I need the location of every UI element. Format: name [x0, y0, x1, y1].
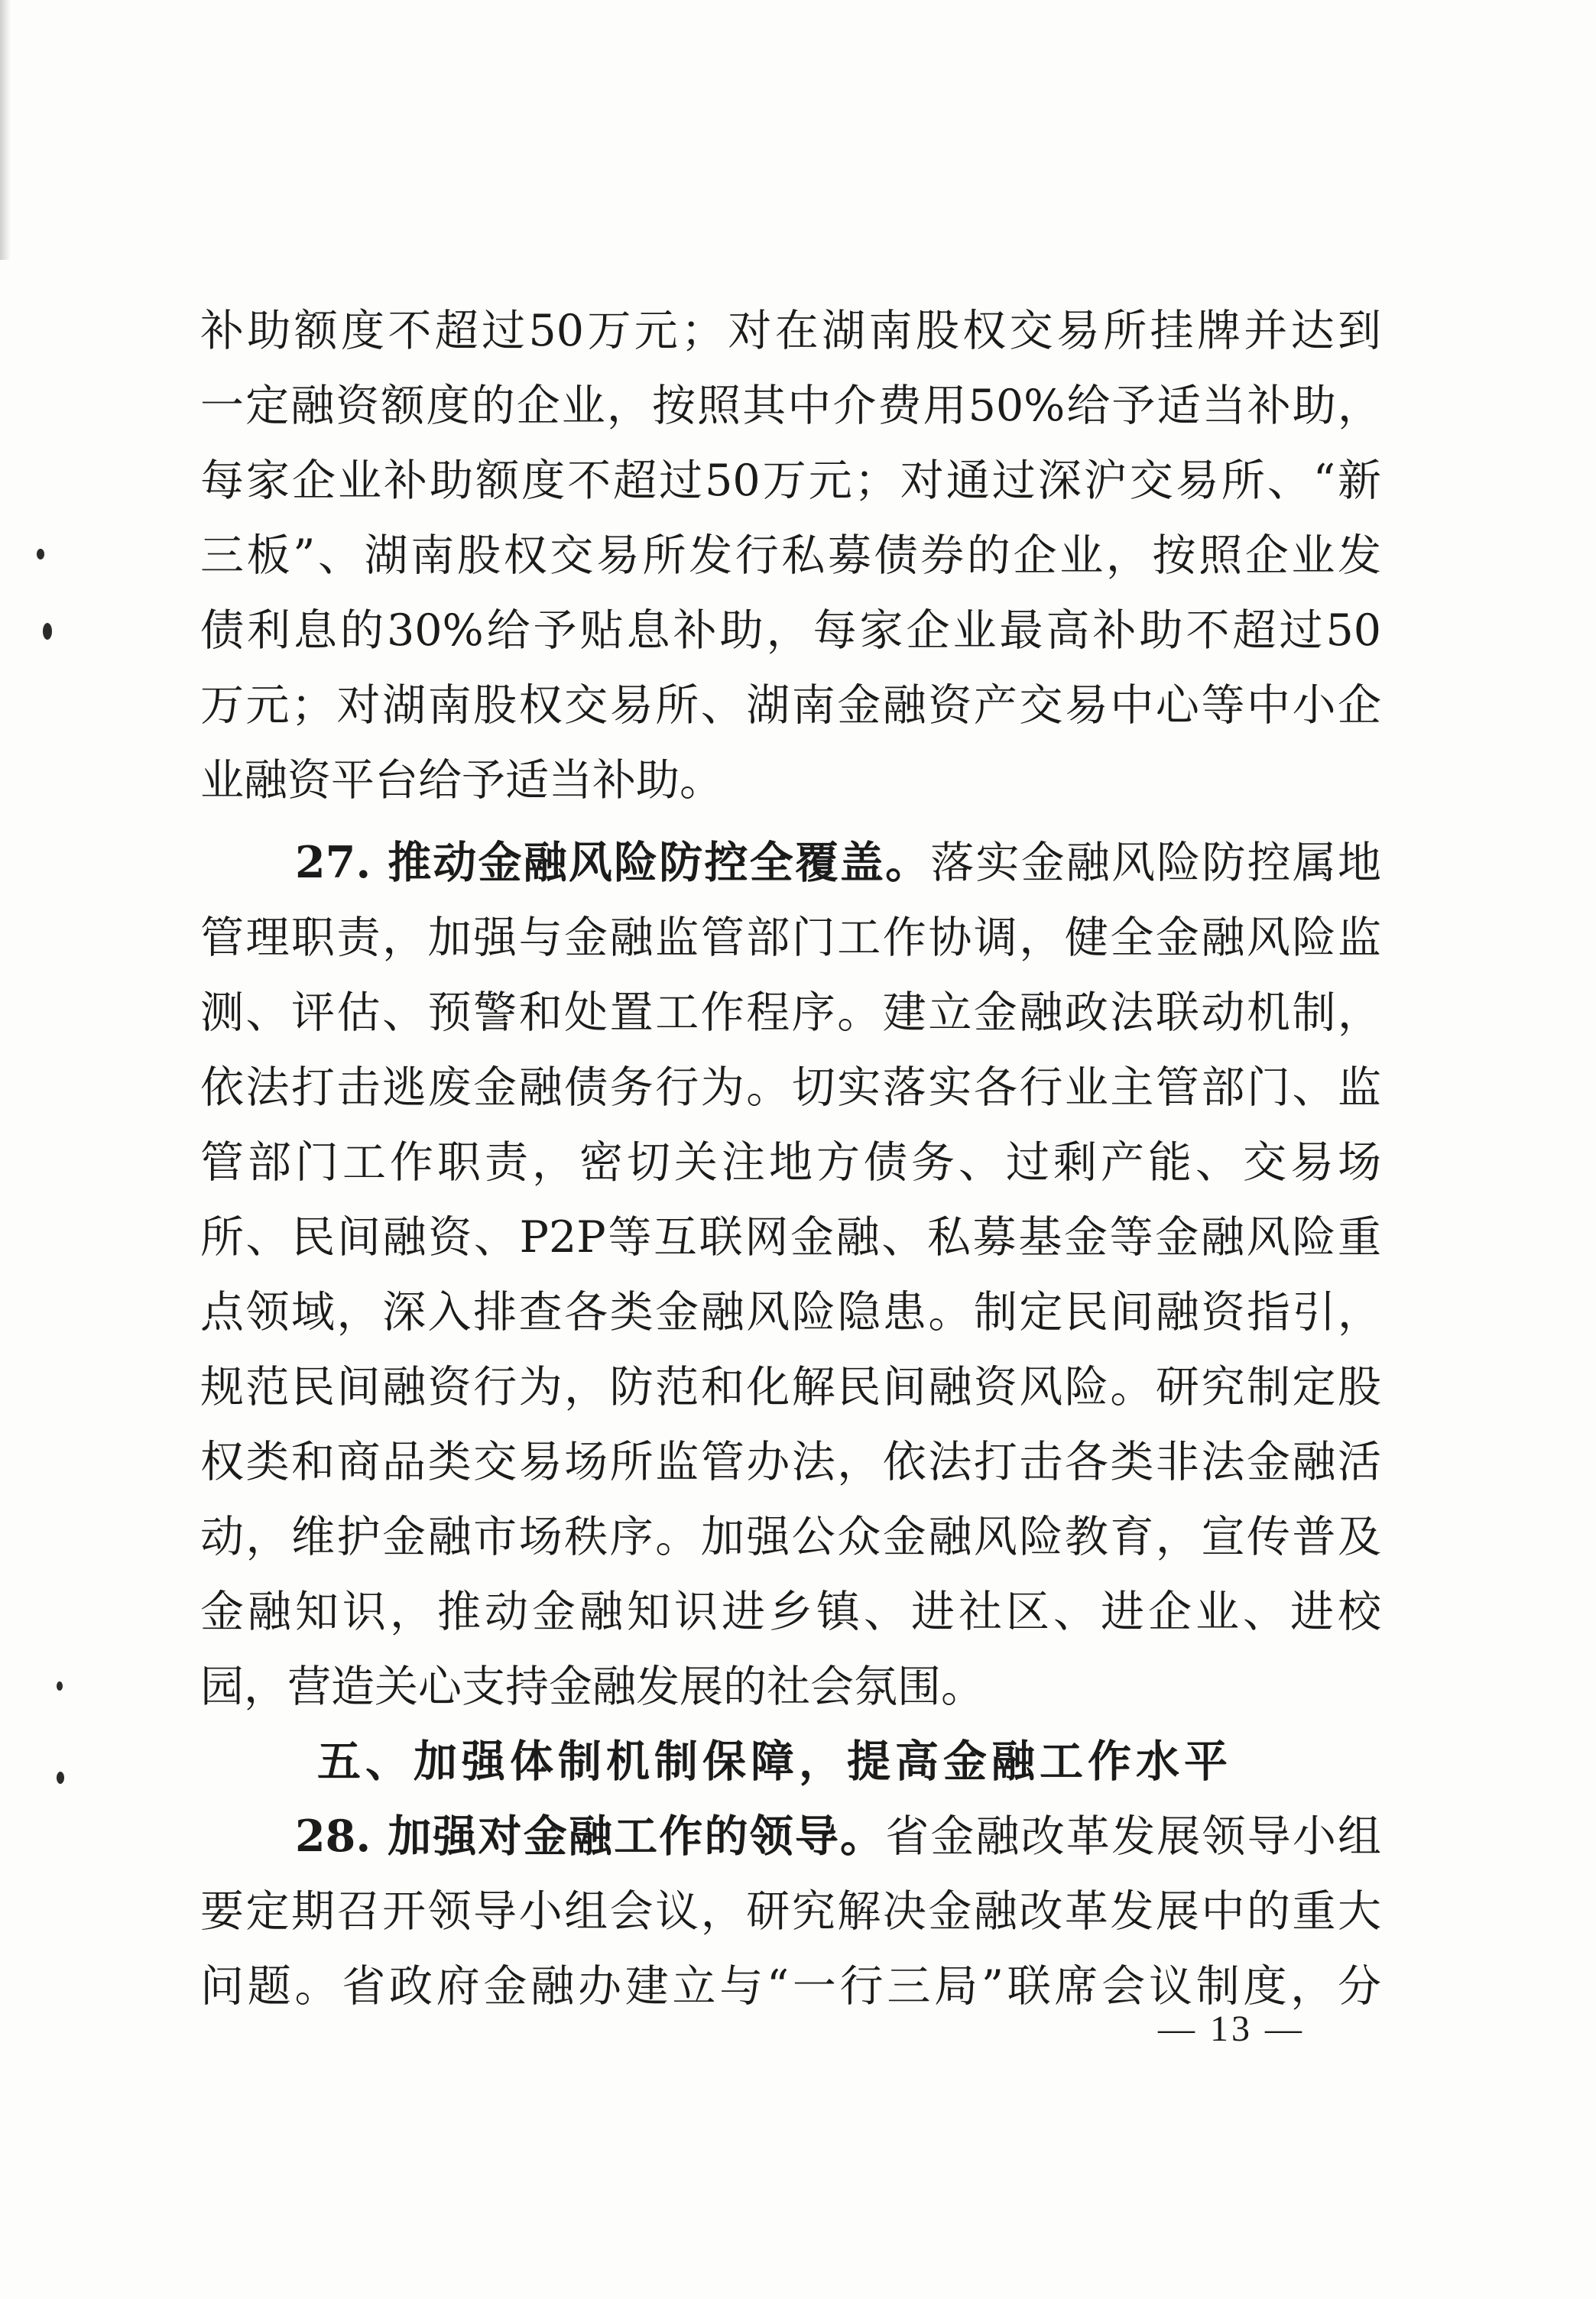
paragraph-line: 补助额度不超过50万元；对在湖南股权交易所挂牌并达到 [200, 306, 1381, 356]
paragraph-line: 依法打击逃废金融债务行为。切实落实各行业主管部门、监 [200, 1062, 1381, 1113]
paragraph-line: 万元；对湖南股权交易所、湖南金融资产交易中心等中小企 [200, 680, 1381, 731]
section-28-first-line [295, 1799, 1381, 1874]
scan-edge-shadow [0, 0, 11, 260]
scan-speck [43, 623, 52, 640]
scan-speck [37, 549, 44, 559]
paragraph-line: 权类和商品类交易场所监管办法，依法打击各类非法金融活 [200, 1437, 1381, 1487]
paragraph-line: 测、评估、预警和处置工作程序。建立金融政法联动机制， [200, 987, 1381, 1038]
page-number: — 13 — [1158, 2009, 1305, 2049]
section-27-title: 27. 推动金融风险防控全覆盖。 [295, 837, 931, 888]
section-heading: 五、加强体制机制保障，提高金融工作水平 [317, 1736, 1232, 1787]
paragraph-line: 要定期召开领导小组会议，研究解决金融改革发展中的重大 [200, 1886, 1381, 1937]
paragraph-line: 一定融资额度的企业，按照其中介费用50%给予适当补助， [200, 381, 1381, 431]
section-27-first-text: 落实金融风险防控属地 [930, 838, 1382, 888]
paragraph-line: 管部门工作职责，密切关注地方债务、过剩产能、交易场 [200, 1137, 1381, 1188]
paragraph-line: 管理职责，加强与金融监管部门工作协调，健全金融风险监 [200, 913, 1381, 963]
paragraph-line: 每家企业补助额度不超过50万元；对通过深沪交易所、“新 [200, 456, 1381, 506]
section-28-title: 28. 加强对金融工作的领导。 [295, 1811, 886, 1862]
paragraph-line: 金融知识，推动金融知识进乡镇、进社区、进企业、进校 [200, 1587, 1381, 1637]
paragraph-line: 规范民间融资行为，防范和化解民间融资风险。研究制定股 [200, 1362, 1381, 1412]
paragraph-line: 点领域，深入排查各类金融风险隐患。制定民间融资指引， [200, 1287, 1381, 1338]
paragraph-line: 动，维护金融市场秩序。加强公众金融风险教育，宣传普及 [200, 1512, 1381, 1562]
paragraph-line: 业融资平台给予适当补助。 [200, 755, 723, 806]
paragraph-line: 三板”、湖南股权交易所发行私募债券的企业，按照企业发 [200, 530, 1381, 581]
scan-speck [57, 1772, 64, 1784]
section-28-first-text: 省金融改革发展领导小组 [885, 1811, 1381, 1862]
paragraph-line: 所、民间融资、P2P等互联网金融、私募基金等金融风险重 [200, 1212, 1381, 1263]
paragraph-line: 问题。省政府金融办建立与“一行三局”联席会议制度，分 [200, 1961, 1381, 2012]
scan-speck [57, 1681, 63, 1691]
paragraph-line: 园，营造关心支持金融发展的社会氛围。 [200, 1662, 985, 1712]
paragraph-line: 债利息的30%给予贴息补助，每家企业最高补助不超过50 [200, 605, 1381, 656]
section-27-first-line [295, 825, 1381, 900]
